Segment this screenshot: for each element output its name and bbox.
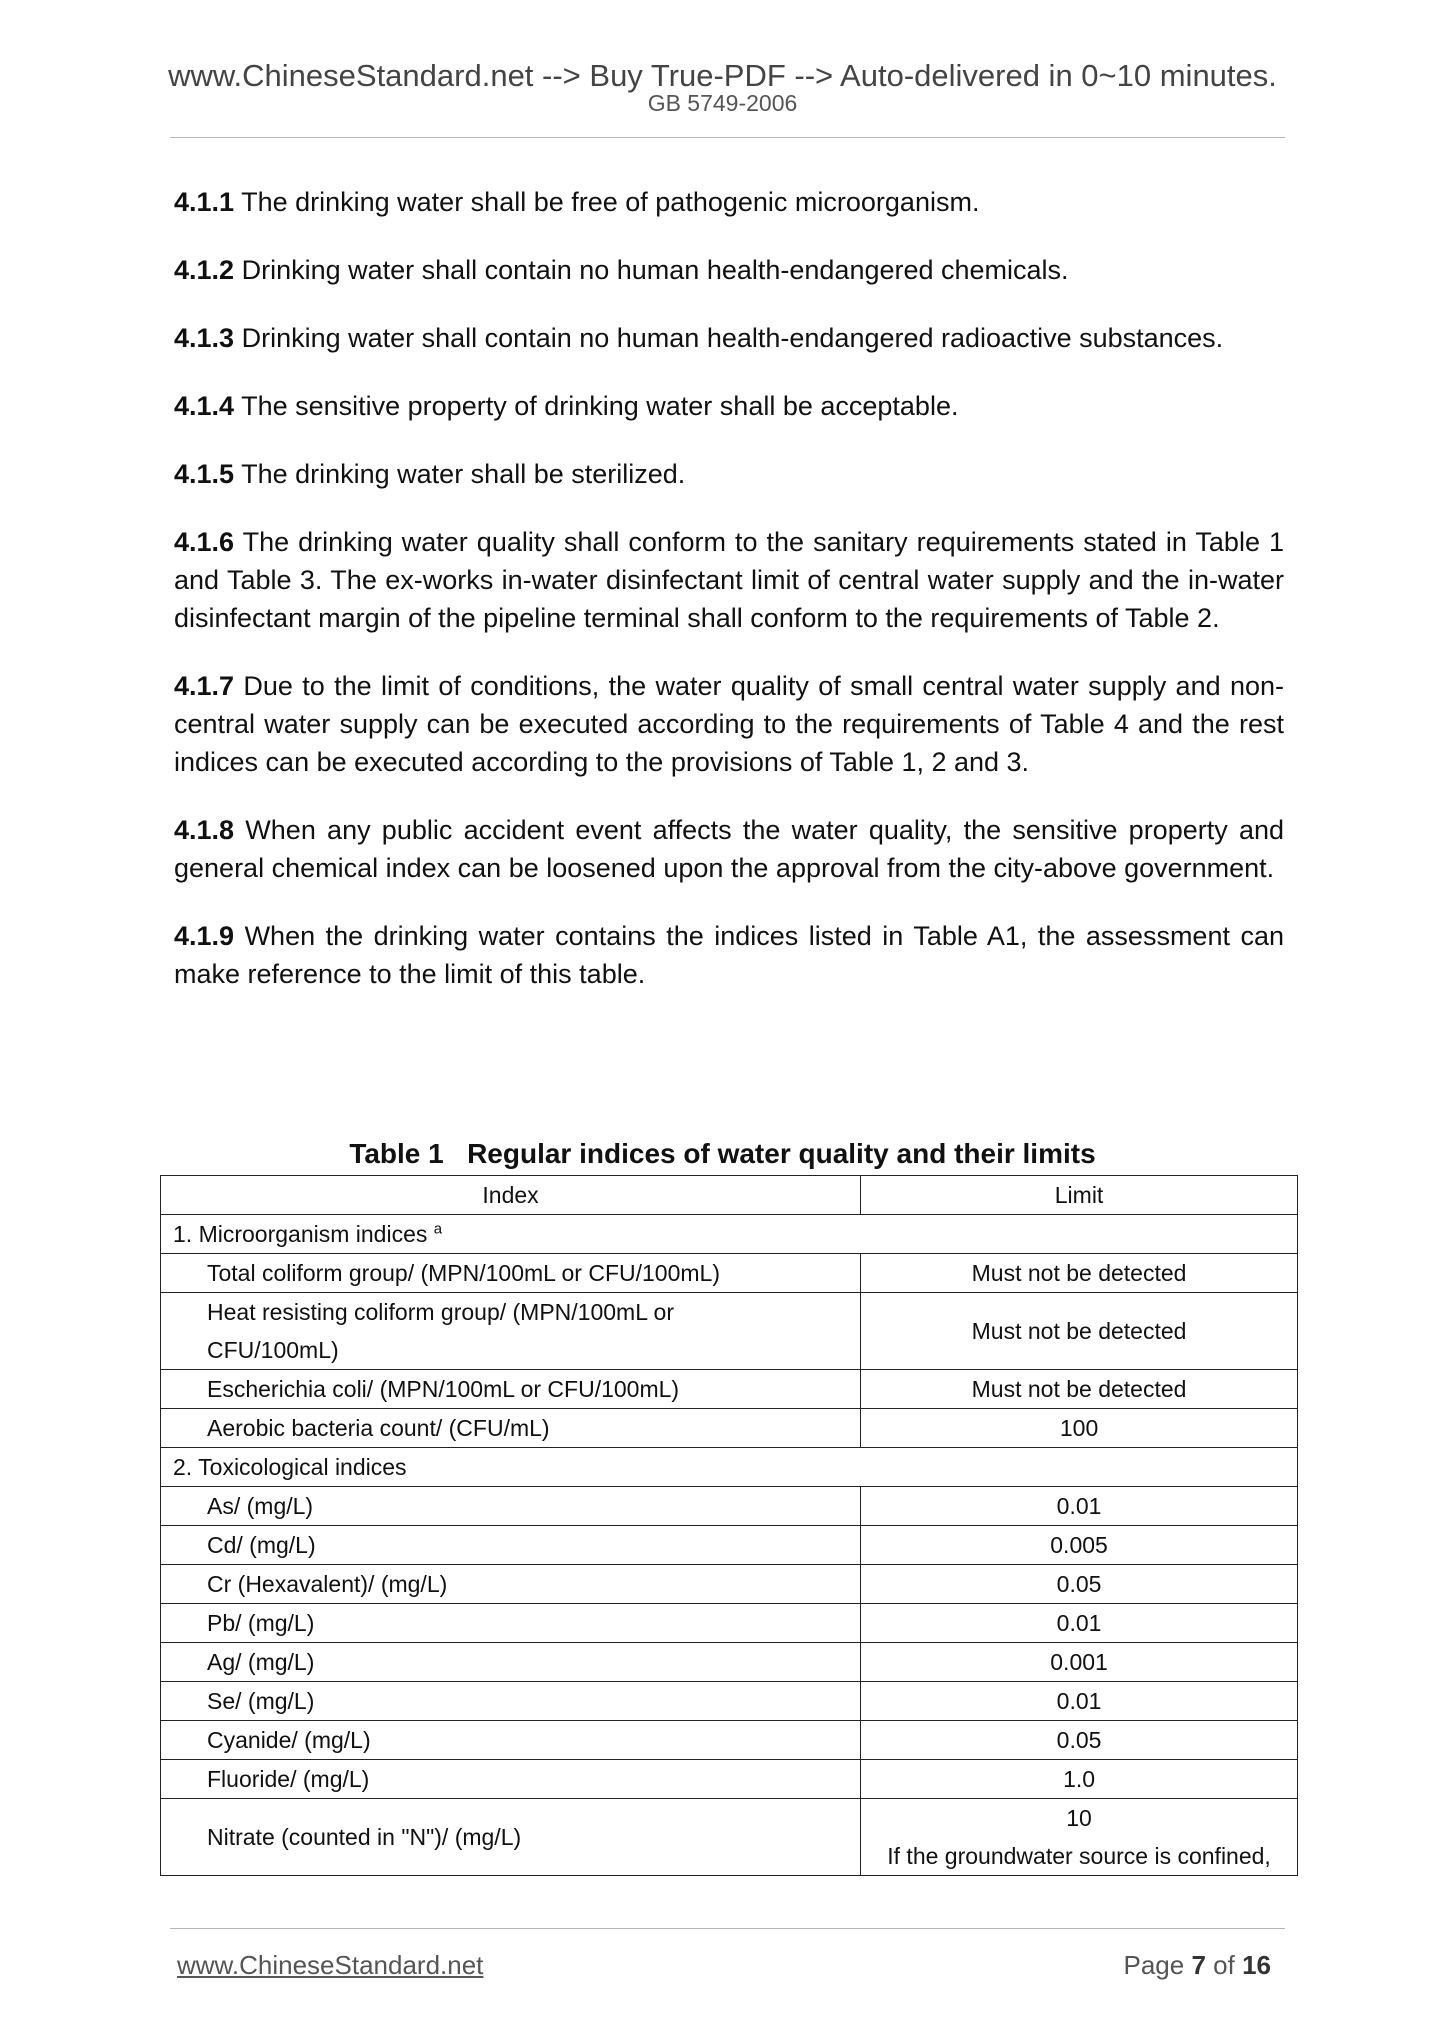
clause-text: Drinking water shall contain no human health-endangered radioactive substances. [241, 323, 1224, 353]
clause-number: 4.1.5 [174, 459, 235, 489]
index-cell: As/ (mg/L) [161, 1487, 861, 1526]
limit-cell: 0.05 [861, 1721, 1298, 1760]
limit-cell: 0.01 [861, 1604, 1298, 1643]
index-cell: Cd/ (mg/L) [161, 1526, 861, 1565]
index-cell: Cr (Hexavalent)/ (mg/L) [161, 1565, 861, 1604]
page-total: 16 [1242, 1950, 1271, 1980]
group-row-toxicological [161, 1448, 1298, 1487]
footer-website-link[interactable]: www.ChineseStandard.net [177, 1950, 484, 1980]
clause-text: Due to the limit of conditions, the water quality of small central water supply and non-central water supply can be executed according to the requirements of Table 4 and the rest indices can be executed according to the provisions of Table 1, 2 and 3. [174, 671, 1284, 777]
limit-cell: 0.01 [861, 1682, 1298, 1721]
table-row [161, 1682, 1298, 1721]
index-cell: Escherichia coli/ (MPN/100mL or CFU/100mL) [161, 1370, 861, 1409]
table-row [161, 1643, 1298, 1682]
clause-number: 4.1.9 [174, 921, 235, 951]
table-row [161, 1254, 1298, 1293]
clause-number: 4.1.4 [174, 391, 235, 421]
table-row [161, 1721, 1298, 1760]
clause-number: 4.1.7 [174, 671, 235, 701]
page-number: 7 [1191, 1950, 1206, 1980]
page-indicator [1123, 1950, 1271, 1981]
index-cell [161, 1293, 861, 1370]
body-text [174, 183, 1284, 1023]
limit-cell: Must not be detected [861, 1370, 1298, 1409]
index-cell: Cyanide/ (mg/L) [161, 1721, 861, 1760]
limit-cell: 0.01 [861, 1487, 1298, 1526]
limit-cell: Must not be detected [861, 1293, 1298, 1370]
clause-text: When any public accident event affects the water quality, the sensitive property and general chemical index can be loosened upon the approval from the city-above government. [174, 815, 1284, 883]
index-cell: Aerobic bacteria count/ (CFU/mL) [161, 1409, 861, 1448]
table-row [161, 1487, 1298, 1526]
limit-cell: 1.0 [861, 1760, 1298, 1799]
index-cell: Se/ (mg/L) [161, 1682, 861, 1721]
table-row [161, 1604, 1298, 1643]
footnote-marker: a [433, 1220, 443, 1238]
clause-4-1-3 [174, 319, 1284, 357]
clause-4-1-9 [174, 917, 1284, 993]
limit-cell: 0.005 [861, 1526, 1298, 1565]
clause-text: The sensitive property of drinking water shall be acceptable. [241, 391, 959, 421]
group-title: 1. Microorganism indices [173, 1221, 428, 1247]
header-banner: www.ChineseStandard.net --> Buy True-PDF --> Auto-delivered in 0~10 minutes. [168, 58, 1277, 93]
group-row-microorganism [161, 1215, 1298, 1254]
column-header-limit: Limit [861, 1176, 1298, 1215]
clause-number: 4.1.3 [174, 323, 235, 353]
limit-cell: Must not be detected [861, 1254, 1298, 1293]
clause-number: 4.1.8 [174, 815, 235, 845]
index-cell: Nitrate (counted in "N")/ (mg/L) [161, 1799, 861, 1876]
table-number: Table 1 [349, 1138, 444, 1169]
footer-divider [170, 1928, 1285, 1929]
index-cell: Ag/ (mg/L) [161, 1643, 861, 1682]
table-row [161, 1370, 1298, 1409]
table-row [161, 1293, 1298, 1370]
clause-4-1-2 [174, 251, 1284, 289]
clause-number: 4.1.2 [174, 255, 235, 285]
index-cell: Fluoride/ (mg/L) [161, 1760, 861, 1799]
clause-text: The drinking water quality shall conform to the sanitary requirements stated in Table 1 and Table 3. The ex-works in-water disinfectant limit of central water supply and the in-water disinfectant margin of the pipeline terminal shall conform to the requirements of Table 2. [174, 527, 1285, 633]
index-line: CFU/100mL) [207, 1337, 339, 1363]
table-title [0, 1138, 1445, 1170]
limit-cell: 0.05 [861, 1565, 1298, 1604]
clause-text: Drinking water shall contain no human health-endangered chemicals. [241, 255, 1069, 285]
clause-4-1-6 [174, 523, 1284, 637]
index-cell: Total coliform group/ (MPN/100mL or CFU/100mL) [161, 1254, 861, 1293]
group-label [161, 1215, 1298, 1254]
page-prefix: Page [1123, 1950, 1185, 1980]
index-cell: Pb/ (mg/L) [161, 1604, 861, 1643]
limit-cell: 0.001 [861, 1643, 1298, 1682]
clause-text: The drinking water shall be sterilized. [241, 459, 686, 489]
clause-text: When the drinking water contains the indices listed in Table A1, the assessment can make reference to the limit of this table. [174, 921, 1284, 989]
column-header-index: Index [161, 1176, 861, 1215]
page-of: of [1213, 1950, 1235, 1980]
clause-4-1-4 [174, 387, 1284, 425]
table-header-row [161, 1176, 1298, 1215]
clause-4-1-5 [174, 455, 1284, 493]
clause-4-1-8 [174, 811, 1284, 887]
document-id: GB 5749-2006 [647, 90, 798, 116]
clause-4-1-7 [174, 667, 1284, 781]
limit-line: If the groundwater source is confined, [887, 1843, 1271, 1869]
limit-cell: 100 [861, 1409, 1298, 1448]
water-quality-table [160, 1175, 1298, 1876]
table-row [161, 1565, 1298, 1604]
index-line: Heat resisting coliform group/ (MPN/100mL or [207, 1299, 674, 1325]
clause-number: 4.1.1 [174, 187, 235, 217]
limit-line: 10 [1066, 1805, 1092, 1831]
table-row [161, 1799, 1298, 1876]
table-row [161, 1760, 1298, 1799]
clause-number: 4.1.6 [174, 527, 235, 557]
group-label: 2. Toxicological indices [161, 1448, 1298, 1487]
clause-4-1-1 [174, 183, 1284, 221]
limit-cell [861, 1799, 1298, 1876]
table-caption: Regular indices of water quality and their limits [467, 1138, 1096, 1169]
table-row [161, 1526, 1298, 1565]
clause-text: The drinking water shall be free of pathogenic microorganism. [241, 187, 980, 217]
header-divider [170, 137, 1285, 138]
table-row [161, 1409, 1298, 1448]
